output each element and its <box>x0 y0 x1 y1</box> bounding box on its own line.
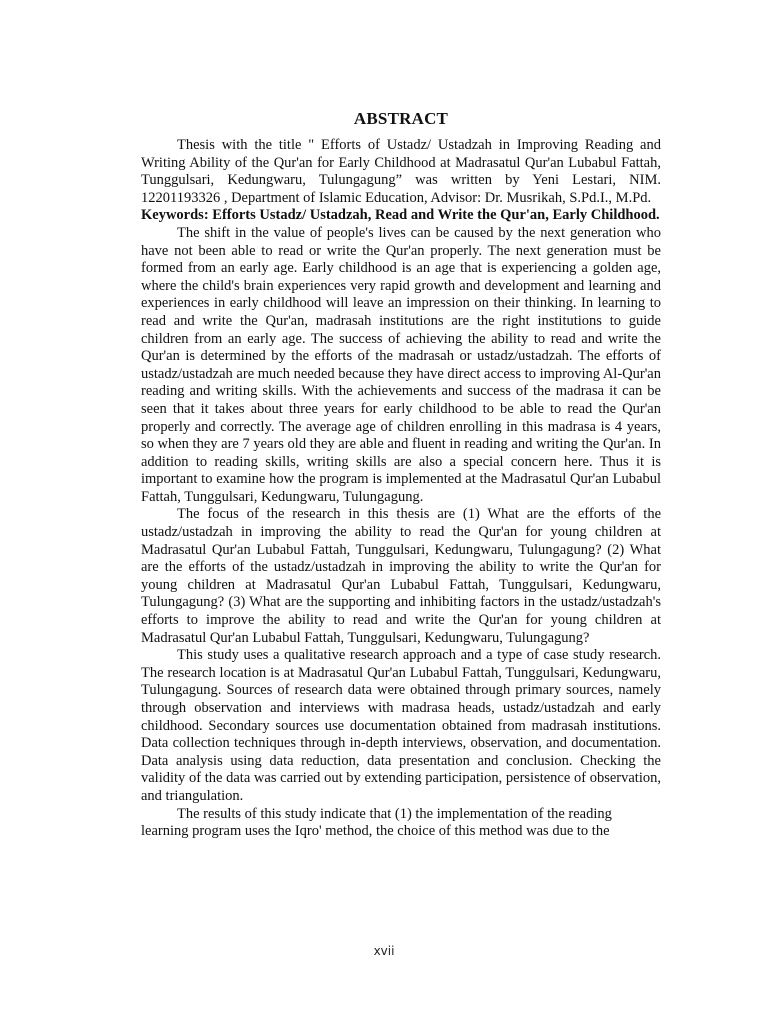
abstract-body <box>141 137 661 841</box>
paragraph-thesis-info: Thesis with the title " Efforts of Ustadz/ Ustadzah in Improving Reading and Writing Ability of the Qur'an for Early Childhood at Madrasatul Qur'an Lubabul Fattah, Tunggulsari, Kedungwaru, Tulungagung” was written by Yeni Lestari, NIM. 12201193326 , Department of Islamic Education, Advisor: Dr. Musrikah, S.Pd.I., M.Pd. <box>141 137 661 206</box>
abstract-title: ABSTRACT <box>353 109 449 128</box>
page-number: xvii <box>373 944 395 958</box>
paragraph-research-focus: The focus of the research in this thesis are (1) What are the efforts of the ustadz/ustadzah in improving the ability to read the Qur'an for young children at Madrasatul Qur'an Lubabul Fattah, Tunggulsari, Kedungwaru, Tulungagung? (2) What are the efforts of the ustadz/ustadzah in improving the ability to write the Qur'an for young children at Madrasatul Qur'an Lubabul Fattah, Tunggulsari, Kedungwaru, Tulungagung? (3) What are the supporting and inhibiting factors in the ustadz/ustadzah's efforts to improve the ability to read and write the Qur'an for young children at Madrasatul Qur'an Lubabul Fattah, Tunggulsari, Kedungwaru, Tulungagung? <box>141 506 661 646</box>
keywords-line: Keywords: Efforts Ustadz/ Ustadzah, Read and Write the Qur'an, Early Childhood. <box>141 207 660 224</box>
paragraph-methodology: This study uses a qualitative research approach and a type of case study research. The research location is at Madrasatul Qur'an Lubabul Fattah, Tunggulsari, Kedungwaru, Tulungagung. Sources of research data were obtained through primary sources, namely through observation and interviews with madrasa heads, ustadz/ustadzah and early childhood. Secondary sources use documentation obtained from madrasah institutions. Data collection techniques through in-depth interviews, observation, and documentation. Data analysis using data reduction, data presentation and conclusion. Checking the validity of the data was carried out by extending participation, persistence of observation, and triangulation. <box>141 647 661 804</box>
paragraph-results: The results of this study indicate that (1) the implementation of the reading learning program uses the Iqro' method, the choice of this method was due to the <box>141 805 612 840</box>
paragraph-background: The shift in the value of people's lives can be caused by the next generation who have not been able to read or write the Qur'an properly. The next generation must be formed from an early age. Early childhood is an age that is experiencing a golden age, where the child's brain experiences very rapid growth and development and learning and experiences in early childhood will leave an impression on their thinking. In learning to read and write the Qur'an, madrasah institutions are the right institutions to guide children from an early age. The success of achieving the ability to read and write the Qur'an is determined by the efforts of the madrasah or ustadz/ustadzah. The efforts of ustadz/ustadzah are much needed because they have direct access to improving Al-Qur'an reading and writing skills. With the achievements and success of the madrasa it can be seen that it takes about three years for early childhood to be able to read the Qur'an properly and correctly. The average age of children enrolling in this madrasa is 4 years, so when they are 7 years old they are able and fluent in reading and writing the Qur'an. In addition to reading skills, writing skills are also a special concern here. Thus it is important to examine how the program is implemented at the Madrasatul Qur'an Lubabul Fattah, Tunggulsari, Kedungwaru, Tulungagung. <box>141 224 662 505</box>
